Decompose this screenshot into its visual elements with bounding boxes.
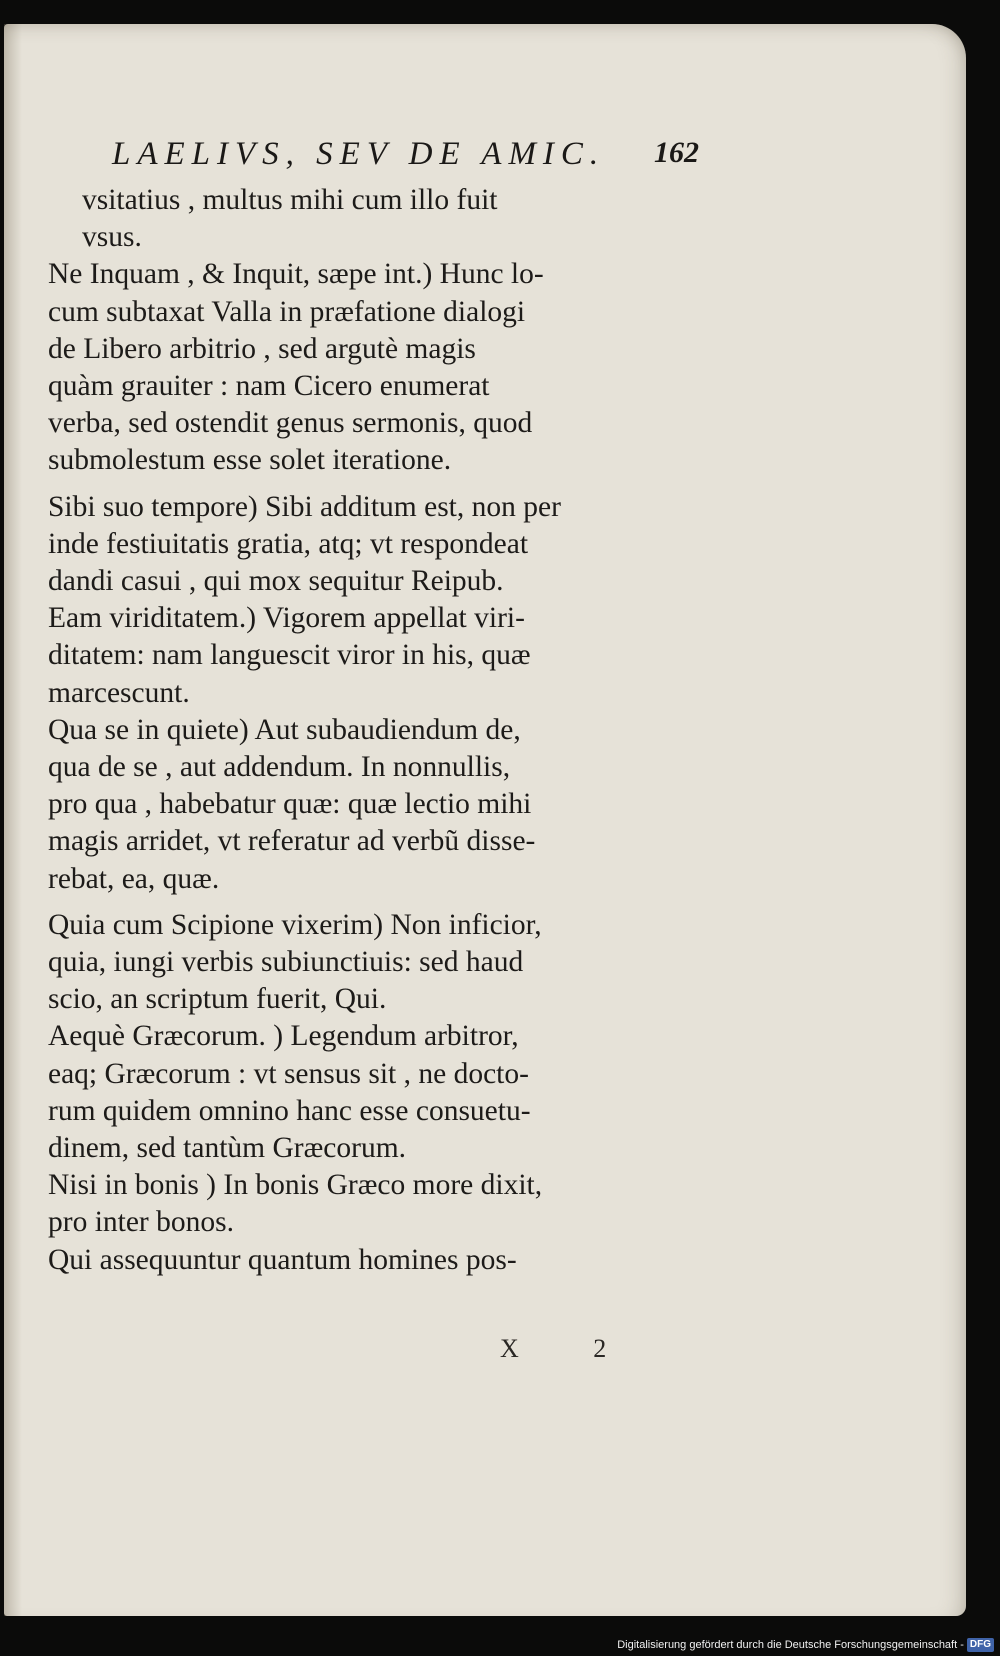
signature-mark: X 2: [500, 1334, 641, 1363]
commentary-text: [48, 182, 698, 1279]
text-line: dandi casui , qui mox sequitur Reipub.: [48, 565, 504, 598]
running-title: LAELIVS, SEV DE AMIC.: [112, 136, 606, 172]
text-line: Quia cum Scipione vixerim) Non inficior,: [48, 908, 542, 941]
commentary-entry: [48, 907, 698, 1019]
text-line: vsus.: [82, 221, 142, 254]
text-line: Eam viriditatem.) Vigorem appellat viri-: [48, 602, 525, 635]
text-line: rebat, ea, quæ.: [48, 862, 220, 895]
text-line: scio, an scriptum fuerit, Qui.: [48, 983, 387, 1016]
commentary-entry: [48, 1167, 698, 1241]
text-line: quàm grauiter : nam Cicero enumerat: [48, 370, 490, 403]
text-line: eaq; Græcorum : vt sensus sit , ne docto-: [48, 1057, 529, 1090]
commentary-entry: [48, 712, 698, 898]
page-number: 162: [654, 136, 699, 169]
text-line: pro inter bonos.: [48, 1206, 234, 1239]
commentary-entry: [48, 1018, 698, 1167]
text-line: pro qua , habebatur quæ: quæ lectio mihi: [48, 788, 532, 821]
text-line: Ne Inquam , & Inquit, sæpe int.) Hunc lo-: [48, 258, 544, 291]
text-line: submolestum esse solet iteratione.: [48, 444, 452, 477]
text-line: vsitatius , multus mihi cum illo fuit: [82, 184, 498, 216]
text-line: dinem, sed tantùm Græcorum.: [48, 1132, 407, 1165]
text-line: verba, sed ostendit genus sermonis, quod: [48, 407, 533, 440]
digitization-credit: [617, 1637, 994, 1653]
text-line: marcescunt.: [48, 676, 190, 709]
dfg-logo-icon: DFG: [967, 1638, 994, 1652]
text-line: de Libero arbitrio , sed argutè magis: [48, 332, 476, 365]
commentary-entry: [48, 1242, 698, 1279]
book-page: [4, 24, 966, 1616]
credit-text: Digitalisierung gefördert durch die Deutsche Forschungsgemeinschaft -: [617, 1639, 964, 1651]
text-line: Sibi suo tempore) Sibi additum est, non per: [48, 490, 561, 523]
text-line: Qui assequuntur quantum homines pos-: [48, 1243, 517, 1276]
text-line: Nisi in bonis ) In bonis Græco more dixit,: [48, 1169, 543, 1202]
text-line: Qua se in quiete) Aut subaudiendum de,: [48, 713, 521, 746]
text-line: ditatem: nam languescit viror in his, quæ: [48, 639, 531, 672]
commentary-entry: [48, 182, 698, 256]
text-line: inde festiuitatis gratia, atq; vt respondeat: [48, 527, 529, 560]
text-line: quia, iungi verbis subiunctiuis: sed haud: [48, 946, 524, 979]
commentary-entry: [48, 600, 698, 712]
text-line: magis arridet, vt referatur ad verbũ disse-: [48, 825, 536, 858]
text-line: qua de se , aut addendum. In nonnullis,: [48, 751, 511, 784]
text-line: cum subtaxat Valla in præfatione dialogi: [48, 295, 526, 328]
text-line: Aequè Græcorum. ) Legendum arbitror,: [48, 1020, 519, 1053]
commentary-entry: [48, 256, 698, 479]
text-line: rum quidem omnino hanc esse consuetu-: [48, 1094, 531, 1127]
commentary-entry: [48, 489, 698, 601]
